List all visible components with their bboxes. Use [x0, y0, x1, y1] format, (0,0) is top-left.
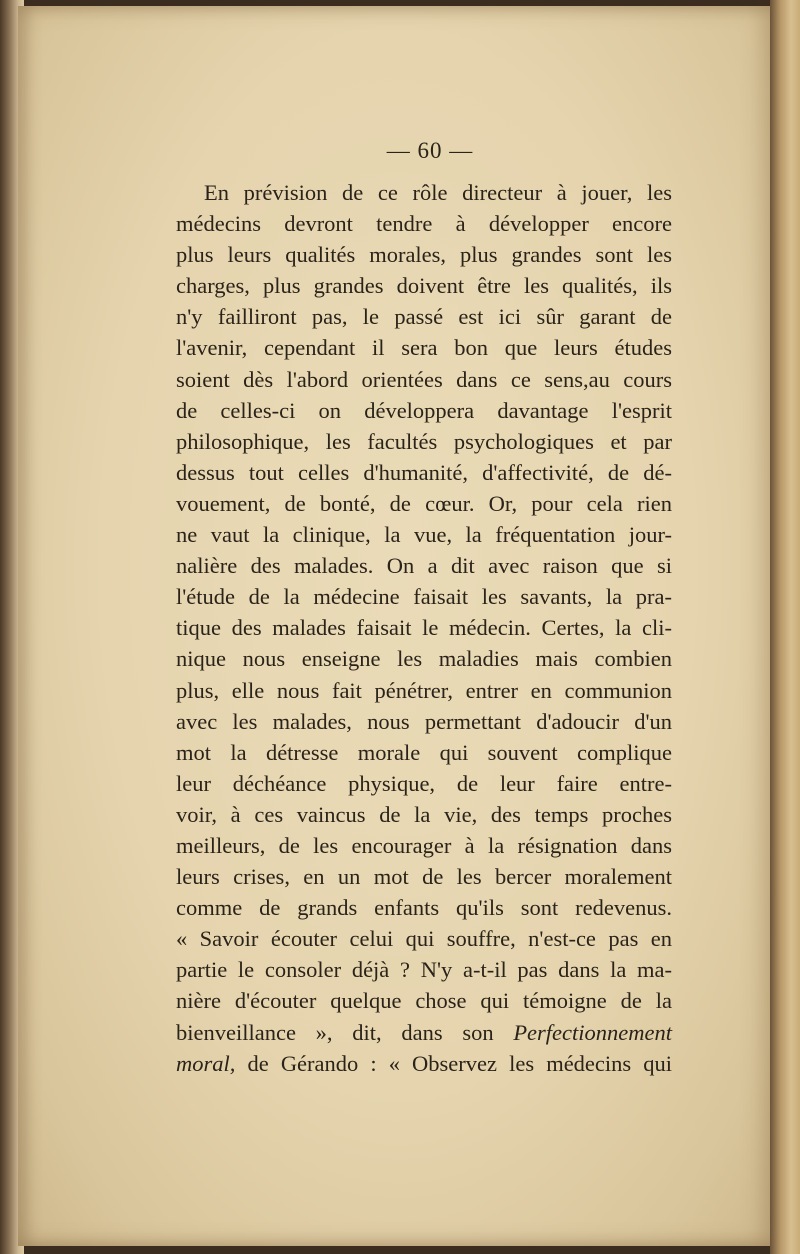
text-line: nique nous enseigne les maladies mais combien: [176, 646, 672, 672]
text-line: l'étude de la médecine faisait les savants, la pra-: [176, 584, 672, 610]
page-number: — 60 —: [386, 138, 474, 163]
adjacent-page-edge: [770, 0, 800, 1254]
text-line: vouement, de bonté, de cœur. Or, pour cela rien: [176, 490, 672, 516]
text-line: l'avenir, cependant il sera bon que leurs études: [176, 335, 672, 361]
text-line-mixed: [176, 1048, 672, 1079]
text-line: soient dès l'abord orientées dans ce sens,au cours: [176, 366, 672, 392]
text-line: meilleurs, de les encourager à la résignation dans: [176, 832, 672, 858]
text-segment: de Gérando : « Observez les médecins qui: [247, 1050, 672, 1076]
text-line: leurs crises, en un mot de les bercer moralement: [176, 864, 672, 890]
text-line-mixed: [176, 1017, 672, 1048]
book-title-italic: moral,: [176, 1050, 236, 1076]
text-line: plus, elle nous fait pénétrer, entrer en communion: [176, 677, 672, 703]
text-line: charges, plus grandes doivent être les qualités, ils: [176, 273, 672, 299]
text-line: comme de grands enfants qu'ils sont redevenus.: [176, 895, 672, 921]
body-text: [176, 177, 672, 1079]
text-line: « Savoir écouter celui qui souffre, n'est-ce pas en: [176, 926, 672, 952]
text-line: dessus tout celles d'humanité, d'affectivité, de dé-: [176, 459, 672, 485]
text-segment: bienveillance », dit, dans son: [176, 1019, 494, 1045]
book-title-italic: Perfectionnement: [513, 1019, 672, 1045]
text-line: plus leurs qualités morales, plus grandes sont les: [176, 242, 672, 268]
text-line: tique des malades faisait le médecin. Certes, la cli-: [176, 615, 672, 641]
text-line: partie le consoler déjà ? N'y a-t-il pas dans la ma-: [176, 957, 672, 983]
text-line: En prévision de ce rôle directeur à jouer, les: [204, 180, 672, 205]
text-line: nalière des malades. On a dit avec raison que si: [176, 553, 672, 579]
text-line: ne vaut la clinique, la vue, la fréquentation jour-: [176, 522, 672, 548]
text-line: philosophique, les facultés psychologiques et par: [176, 428, 672, 454]
text-line: voir, à ces vaincus de la vie, des temps proches: [176, 801, 672, 827]
text-line: leur déchéance physique, de leur faire entre-: [176, 770, 672, 796]
text-line: nière d'écouter quelque chose qui témoigne de la: [176, 988, 672, 1014]
text-line: mot la détresse morale qui souvent complique: [176, 739, 672, 765]
text-line: avec les malades, nous permettant d'adoucir d'un: [176, 708, 672, 734]
text-line: médecins devront tendre à développer encore: [176, 211, 672, 237]
text-line: de celles-ci on développera davantage l'esprit: [176, 397, 672, 423]
text-line: n'y failliront pas, le passé est ici sûr garant de: [176, 304, 672, 330]
